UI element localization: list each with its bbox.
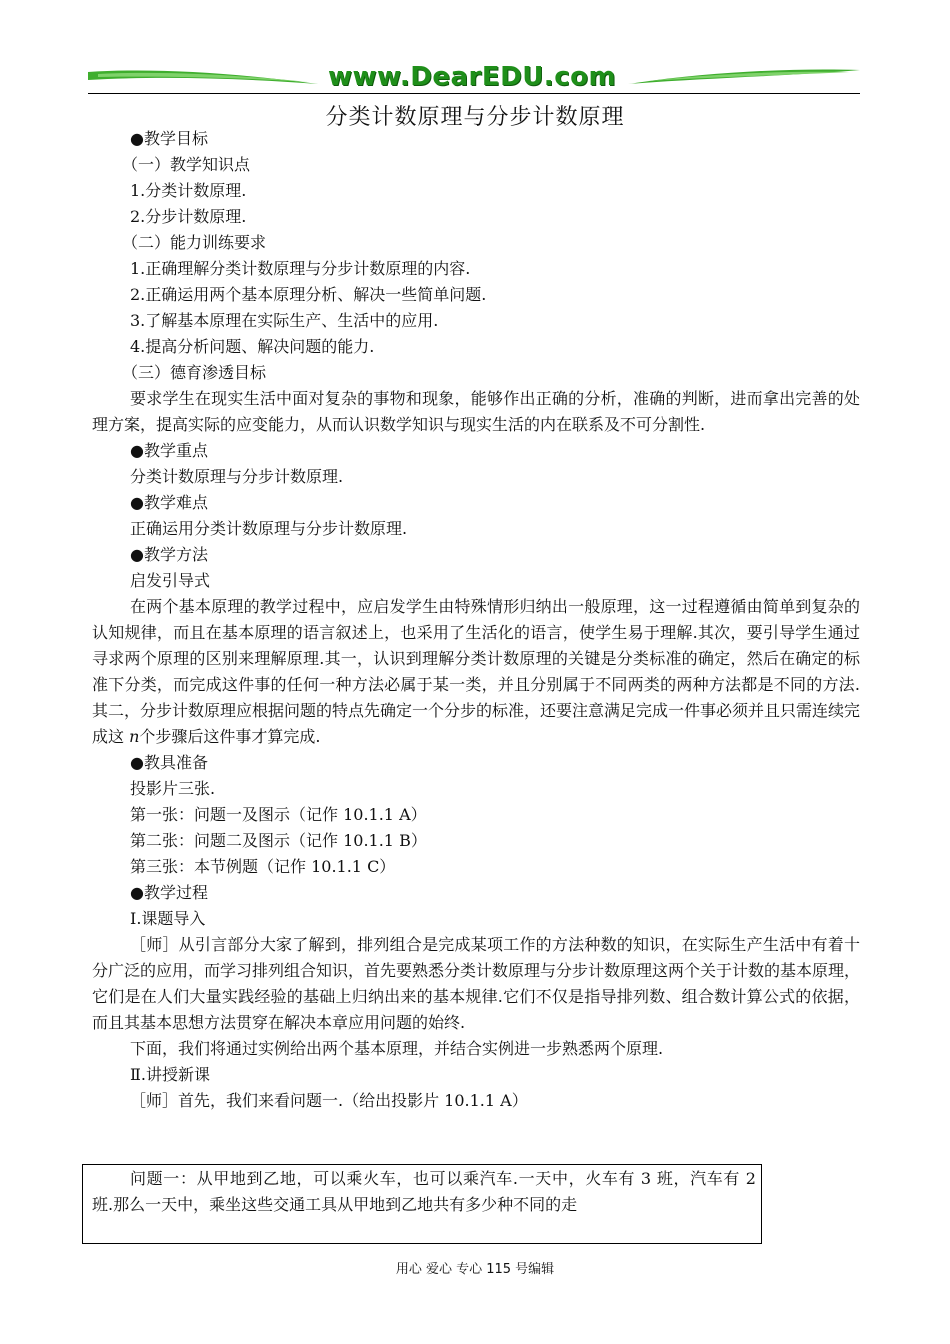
document-body bbox=[92, 126, 860, 1114]
paragraph: 要求学生在现实生活中面对复杂的事物和现象，能够作出正确的分析，准确的判断，进而拿出完善的处理方案，提高实际的应变能力，从而认识数学知识与现实生活的内在联系及不可分割性. bbox=[92, 389, 860, 434]
subsection-heading: （三）德育渗透目标 bbox=[122, 363, 267, 382]
subsection-heading: （一）教学知识点 bbox=[122, 155, 251, 174]
list-item: 1.正确理解分类计数原理与分步计数原理的内容. bbox=[130, 259, 471, 278]
paragraph bbox=[92, 594, 860, 750]
list-item: 3.了解基本原理在实际生产、生活中的应用. bbox=[130, 311, 439, 330]
header-rule bbox=[88, 93, 860, 94]
paragraph: ［师］首先，我们来看问题一.（给出投影片 10.1.1 A） bbox=[130, 1091, 528, 1110]
problem-text: 问题一：从甲地到乙地，可以乘火车，也可以乘汽车.一天中，火车有 3 班，汽车有 2 班.那么一天中，乘坐这些交通工具从甲地到乙地共有多少种不同的走 bbox=[92, 1169, 756, 1214]
list-item: 2.分步计数原理. bbox=[130, 207, 247, 226]
paragraph: 分类计数原理与分步计数原理. bbox=[130, 467, 344, 486]
page-title: 分类计数原理与分步计数原理 bbox=[325, 105, 625, 130]
right-swoosh bbox=[628, 70, 860, 84]
section-heading: ●教具准备 bbox=[130, 753, 208, 772]
paragraph: 投影片三张. bbox=[130, 779, 216, 798]
section-heading: ●教学难点 bbox=[130, 493, 208, 512]
subsection-heading: Ⅰ.课题导入 bbox=[130, 909, 206, 928]
section-heading: ●教学过程 bbox=[130, 883, 208, 902]
list-item: 第三张：本节例题（记作 10.1.1 C） bbox=[130, 857, 396, 876]
paragraph: 下面，我们将通过实例给出两个基本原理，并结合实例进一步熟悉两个原理. bbox=[130, 1039, 664, 1058]
subsection-heading: （二）能力训练要求 bbox=[122, 233, 267, 252]
list-item: 4.提高分析问题、解决问题的能力. bbox=[130, 337, 375, 356]
text-run: 在两个基本原理的教学过程中，应启发学生由特殊情形归纳出一般原理，这一过程遵循由简单到复杂的认知规律，而且在基本原理的语言叙述上，也采用了生活化的语言，使学生易于理解.其次，要引导学生通过寻求两个原理的区别来理解原理.其一，认识到理解分类计数原理的关键是分类标准的确定，然后在确定的标准下分类，而完成这件事的任何一种方法必属于某一类，并且分别属于不同两类的两种方法都是不同的方法.其二，分步计数原理应根据问题的特点先确定一个分步的标准，还要注意满足完成一件事必须并且只需连续完成这 bbox=[92, 597, 861, 746]
list-item: 第一张：问题一及图示（记作 10.1.1 A） bbox=[130, 805, 427, 824]
variable-n: n bbox=[129, 727, 140, 746]
paragraph: ［师］从引言部分大家了解到，排列组合是完成某项工作的方法种数的知识，在实际生产生活中有着十分广泛的应用，而学习排列组合知识，首先要熟悉分类计数原理与分步计数原理这两个关于计数的基本原理，它们是在人们大量实践经验的基础上归纳出来的基本规律.它们不仅是指导排列数、组合数计算公式的依据，而且其基本思想方法贯穿在解决本章应用问题的始终. bbox=[92, 935, 861, 1032]
list-item: 2.正确运用两个基本原理分析、解决一些简单问题. bbox=[130, 285, 487, 304]
section-heading: ●教学方法 bbox=[130, 545, 208, 564]
list-item: 1.分类计数原理. bbox=[130, 181, 247, 200]
section-heading: ●教学重点 bbox=[130, 441, 208, 460]
subsection-heading: Ⅱ.讲授新课 bbox=[130, 1065, 210, 1084]
paragraph: 启发引导式 bbox=[130, 571, 211, 590]
site-logo: www.DearEDU.com bbox=[328, 62, 617, 92]
section-heading: ●教学目标 bbox=[130, 129, 208, 148]
list-item: 第二张：问题二及图示（记作 10.1.1 B） bbox=[130, 831, 427, 850]
text-run: 个步骤后这件事才算完成. bbox=[139, 727, 321, 746]
paragraph: 正确运用分类计数原理与分步计数原理. bbox=[130, 519, 408, 538]
page-footer: 用心 爱心 专心 115 号编辑 bbox=[395, 1262, 555, 1277]
